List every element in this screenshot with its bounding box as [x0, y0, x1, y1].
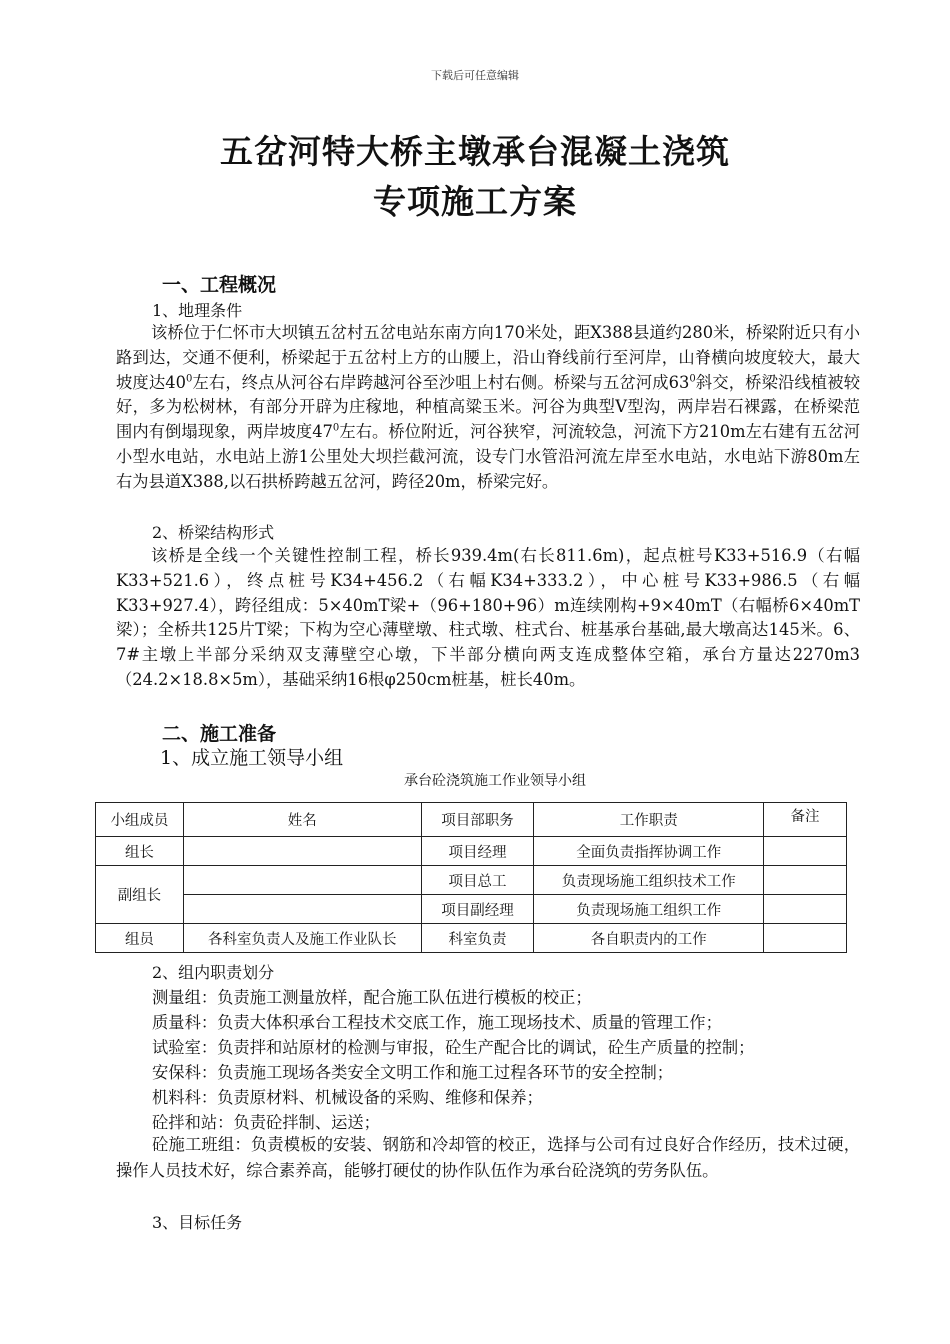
degree-sup-3: 0	[332, 422, 340, 434]
cell-duty: 负责现场施工组织技术工作	[534, 866, 764, 895]
geo-text-c: 斜交，桥梁沿线植被较好，多为松树林，有部分开辟为庄稼地，种植高粱玉米。河谷为典型V型沟，两岸岩石裸露，在桥梁范围内有倒塌现象，两岸坡度47	[116, 372, 860, 442]
cell-note	[764, 924, 847, 953]
header-cell-position: 项目部职务	[421, 803, 534, 837]
cell-duty: 负责现场施工组织工作	[534, 895, 764, 924]
table-row	[96, 837, 847, 866]
geo-text-d: 左右。桥位附近，河谷狭窄，河流较急，河流下方210m左右建有五岔河小型水电站，水电站上游1公里处大坝拦截河流，设专门水管沿河流左岸至水电站，水电站下游80m左右为县道X388,以石拱桥跨越五岔河，跨径20m，桥梁完好。	[116, 422, 860, 491]
degree-sup-1: 0	[185, 373, 193, 385]
cell-name	[183, 837, 421, 866]
header-cell-note: 备注	[764, 803, 847, 837]
section2-heading: 二、施工准备	[162, 723, 277, 745]
structure-paragraph: 该桥是全线一个关键性控制工程，桥长939.4m(右长811.6m)，起点桩号K33+516.9（右幅K33+521.6），终点桩号K34+456.2（右幅K34+333.2），中心桩号K33+986.5（右幅K33+927.4），跨径组成：5×40mT梁+（96+180+96）m连续刚构+9×40mT（右幅桥6×40mT梁）；全桥共125片T梁；下构为空心薄壁墩、柱式墩、柱式台、桩基承台基础,最大墩高达145米。6、7#主墩上半部分采纳双支薄壁空心墩，下半部分横向两支连成整体空箱，承台方量达2270m3（24.2×18.8×5m），基础采纳16根φ250cm桩基，桩长40m。	[116, 546, 860, 689]
table-row	[96, 895, 847, 924]
header-cell-member: 小组成员	[96, 803, 184, 837]
header-cell-duty: 工作职责	[534, 803, 764, 837]
duty-line-mixing: 砼拌和站：负责砼拌制、运送；	[152, 1113, 380, 1132]
cell-duty: 全面负责指挥协调工作	[534, 837, 764, 866]
header-note: 下载后可任意编辑	[431, 69, 519, 82]
section2-sub1: 1、成立施工领导小组	[160, 747, 344, 769]
cell-duty: 各自职责内的工作	[534, 924, 764, 953]
geo-text-b: 左右，终点从河谷右岸跨越河谷至沙咀上村右侧。桥梁与五岔河成63	[192, 372, 690, 392]
cell-member: 组员	[96, 924, 184, 953]
cell-member: 副组长	[96, 866, 184, 924]
cell-position: 科室负责	[421, 924, 534, 953]
degree-sup-2: 0	[689, 373, 696, 385]
duty-line-lab: 试验室：负责拌和站原材的检测与审报，砼生产配合比的调试，砼生产质量的控制；	[152, 1038, 755, 1057]
geography-paragraph	[116, 321, 860, 495]
section1-sub2: 2、桥梁结构形式	[152, 523, 275, 542]
duty-paragraph-crew: 砼施工班组：负责模板的安装、钢筋和冷却管的校正，选择与公司有过良好合作经历，技术过硬，操作人员技术好，综合素养高，能够打硬仗的协作队伍作为承台砼浇筑的劳务队伍。	[116, 1135, 860, 1180]
header-cell-name: 姓名	[183, 803, 421, 837]
section2-sub3: 3、目标任务	[152, 1213, 243, 1232]
cell-name	[183, 895, 421, 924]
table-header-row	[96, 803, 847, 837]
cell-position: 项目经理	[421, 837, 534, 866]
cell-position: 项目副经理	[421, 895, 534, 924]
cell-name	[183, 866, 421, 895]
section2-sub2: 2、组内职责划分	[152, 963, 275, 982]
document-title-line1: 五岔河特大桥主墩承台混凝土浇筑	[220, 132, 730, 171]
duty-line-quality: 质量科：负责大体积承台工程技术交底工作，施工现场技术、质量的管理工作；	[152, 1013, 722, 1032]
section1-sub1: 1、地理条件	[152, 301, 243, 320]
cell-note	[764, 895, 847, 924]
cell-note	[764, 837, 847, 866]
document-title-line2: 专项施工方案	[373, 182, 577, 221]
cell-member: 组长	[96, 837, 184, 866]
geo-text-a: 该桥位于仁怀市大坝镇五岔村五岔电站东南方向170米处，距X388县道约280米，桥梁附近只有小路到达，交通不便利，桥梁起于五岔村上方的山腰上，沿山脊线前行至河岸，山脊横向坡度较大，最大坡度达40	[116, 323, 860, 392]
cell-position: 项目总工	[421, 866, 534, 895]
duty-line-materials: 机料科：负责原材料、机械设备的采购、维修和保养；	[152, 1088, 543, 1107]
table-row	[96, 866, 847, 895]
duty-line-survey: 测量组：负责施工测量放样，配合施工队伍进行模板的校正；	[152, 988, 592, 1007]
section1-heading: 一、工程概况	[162, 274, 277, 296]
leadership-table	[95, 802, 847, 953]
table-row	[96, 924, 847, 953]
table-caption: 承台砼浇筑施工作业领导小组	[404, 773, 586, 789]
duty-line-safety: 安保科：负责施工现场各类安全文明工作和施工过程各环节的安全控制；	[152, 1063, 674, 1082]
cell-note	[764, 866, 847, 895]
cell-name: 各科室负责人及施工作业队长	[183, 924, 421, 953]
